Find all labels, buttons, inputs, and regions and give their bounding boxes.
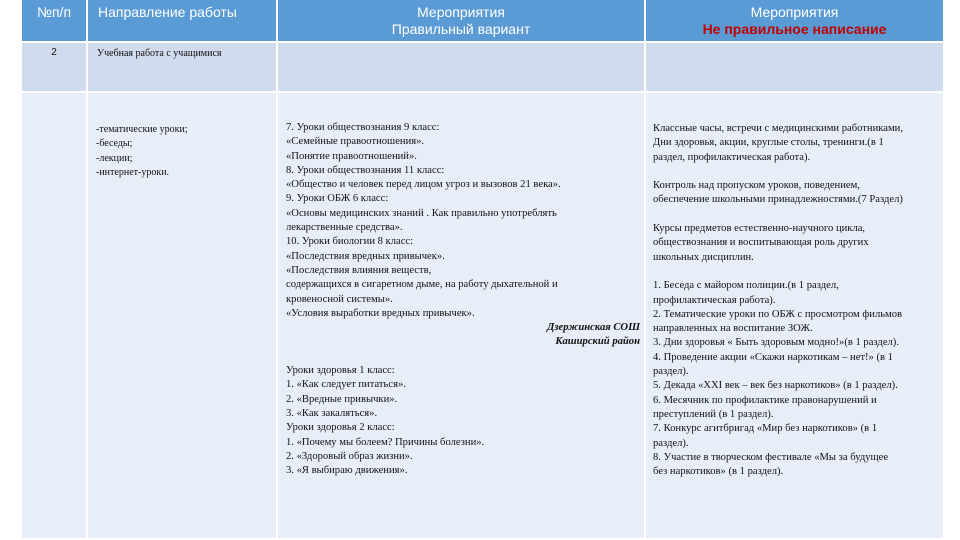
wrong-event-line: преступлений (в 1 раздел). — [653, 408, 774, 420]
header-direction: Направление работы — [88, 0, 276, 41]
correct-event-line: Уроки здоровья 2 класс: — [286, 422, 395, 434]
correct-event-line: Уроки здоровья 1 класс: — [286, 365, 395, 377]
wrong-event-line: 5. Декада «XXI век – век без наркотиков» (в 1 раздел). — [653, 380, 898, 392]
correct-event-line: 8. Уроки обществознания 11 класс: — [286, 164, 445, 176]
direction-line: -лекции; — [96, 152, 133, 164]
correct-event-line: «Условия выработки вредных привычек». — [286, 307, 475, 319]
correct-event-line: 2. «Вредные привычки». — [286, 393, 398, 405]
wrong-event-line: 1. Беседа с майором полиции.(в 1 раздел, — [653, 280, 839, 292]
wrong-event-line: Дни здоровья, акции, круглые столы, тренинги.(в 1 — [653, 137, 884, 149]
wrong-event-line: направленных на воспитание ЗОЖ. — [653, 323, 813, 335]
wrong-event-line: раздел). — [653, 366, 689, 378]
correct-event-line: содержащихся в сигаретном дыме, на работу дыхательной и — [286, 279, 558, 291]
correct-event-line: 7. Уроки обществознания 9 класс: — [286, 122, 440, 133]
correct-event-line: «Общество и человек перед лицом угроз и вызовов 21 века». — [286, 179, 561, 191]
correct-event-line — [286, 350, 644, 364]
header-events-wrong-sub: Не правильное написание — [702, 21, 887, 37]
wrong-event-line: 6. Месячник по профилактике правонарушений и — [653, 394, 877, 406]
wrong-event-line: Классные часы, встречи с медицинскими работниками, — [653, 123, 903, 134]
correct-event-line: кровеносной системы». — [286, 293, 393, 305]
correct-event-line: 2. «Здоровый образ жизни». — [286, 450, 413, 462]
correct-event-line: 10. Уроки биологии 8 класс: — [286, 236, 414, 248]
header-events-wrong — [646, 0, 943, 41]
school-name-line: Дзержинская СОШ — [547, 322, 640, 334]
wrong-event-line — [653, 165, 943, 179]
wrong-event-line: раздел). — [653, 437, 689, 449]
correct-event-line: «Понятие правоотношений». — [286, 150, 417, 162]
correct-event-line: лекарственные средства». — [286, 222, 403, 234]
wrong-event-line: профилактическая работа). — [653, 294, 776, 306]
row2-direction: Учебная работа с учащимися — [88, 43, 276, 91]
wrong-event-line — [653, 208, 943, 222]
correct-event-line: «Основы медицинских знаний . Как правильно употреблять — [286, 207, 557, 219]
row2-num: 2 — [22, 43, 86, 91]
school-name-line: Каширский район — [555, 336, 640, 348]
wrong-event-line: 4. Проведение акции «Скажи наркотикам – нет!» (в 1 — [653, 351, 893, 363]
wrong-event-line: обеспечение школьными принадлежностями.(7 Раздел) — [653, 194, 903, 206]
wrong-event-line: 3. Дни здоровья « Быть здоровым модно!»(в 1 раздел). — [653, 337, 899, 349]
events-table — [22, 0, 943, 538]
wrong-event-line: обществознания и воспитывающая роль других — [653, 237, 869, 249]
row2-wrong — [646, 43, 943, 91]
correct-event-line: «Семейные правоотношения». — [286, 136, 425, 148]
wrong-event-line: 2. Тематические уроки по ОБЖ с просмотром фильмов — [653, 308, 903, 320]
correct-event-line: 1. «Почему мы болеем? Причины болезни». — [286, 436, 485, 448]
row2-correct — [278, 43, 644, 91]
wrong-event-line: раздел, профилактическая работа). — [653, 151, 811, 163]
correct-event-line: 3. «Я выбираю движения». — [286, 465, 408, 477]
correct-event-line: 3. «Как закаляться». — [286, 407, 378, 419]
header-events-wrong-title: Мероприятия — [750, 4, 839, 20]
row3-wrong — [646, 93, 943, 538]
direction-line: -тематические уроки; — [96, 124, 188, 135]
header-num: №п/п — [22, 0, 86, 41]
wrong-event-line: 8. Участие в творческом фестивале «Мы за будущее — [653, 451, 889, 463]
wrong-event-line: Контроль над пропуском уроков, поведением, — [653, 180, 860, 192]
wrong-event-line: школьных дисциплин. — [653, 251, 754, 263]
row3-num — [22, 93, 86, 538]
direction-line: -беседы; — [96, 138, 133, 150]
correct-event-line: 9. Уроки ОБЖ 6 класс: — [286, 193, 389, 205]
wrong-event-line: 7. Конкурс агитбригад «Мир без наркотиков» (в 1 — [653, 423, 878, 435]
direction-line: -интернет-уроки. — [96, 166, 170, 178]
correct-event-line: 1. «Как следует питаться». — [286, 379, 406, 391]
header-events-correct — [278, 0, 644, 41]
correct-event-line: «Последствия влияния веществ, — [286, 264, 432, 276]
wrong-event-line — [653, 265, 943, 279]
correct-event-line: «Последствия вредных привычек». — [286, 250, 445, 262]
wrong-event-line: без наркотиков» (в 1 раздел). — [653, 466, 784, 478]
row3-correct — [278, 93, 644, 538]
header-events-correct-title: Мероприятия — [417, 4, 505, 20]
row3-direction — [88, 93, 276, 538]
wrong-event-line: Курсы предметов естественно-научного цикла, — [653, 223, 866, 235]
header-events-correct-sub: Правильный вариант — [391, 21, 531, 37]
